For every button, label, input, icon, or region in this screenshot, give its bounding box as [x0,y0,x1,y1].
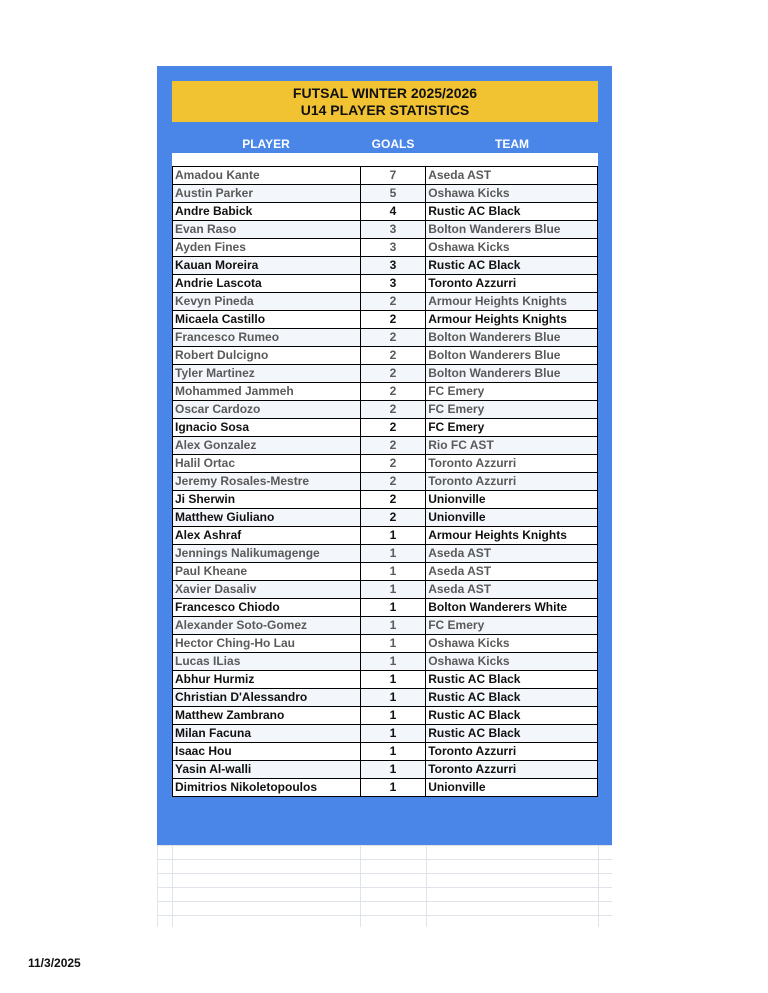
goals-cell: 2 [360,347,426,365]
player-cell: Paul Kheane [173,563,361,581]
team-cell: Unionville [426,779,598,797]
table-row [173,239,598,257]
player-cell: Amadou Kante [173,167,361,185]
team-cell: FC Emery [426,401,598,419]
goals-cell: 1 [360,581,426,599]
grid-line [360,845,361,927]
team-cell: Aseda AST [426,563,598,581]
player-cell: Alex Gonzalez [173,437,361,455]
goals-cell: 3 [360,275,426,293]
goals-cell: 1 [360,563,426,581]
team-cell: Oshawa Kicks [426,653,598,671]
table-row [173,653,598,671]
table-row [173,635,598,653]
goals-cell: 3 [360,257,426,275]
player-cell: Francesco Rumeo [173,329,361,347]
team-cell: Toronto Azzurri [426,743,598,761]
goals-cell: 2 [360,293,426,311]
table-row [173,221,598,239]
goals-cell: 1 [360,527,426,545]
table-row [173,617,598,635]
table-row [173,581,598,599]
goals-cell: 2 [360,401,426,419]
table-row [173,167,598,185]
table-row [173,527,598,545]
player-cell: Hector Ching-Ho Lau [173,635,361,653]
table-row [173,707,598,725]
player-cell: Christian D'Alessandro [173,689,361,707]
goals-cell: 1 [360,635,426,653]
table-row [173,257,598,275]
team-cell: Bolton Wanderers Blue [426,365,598,383]
team-cell: Aseda AST [426,581,598,599]
table-row [173,689,598,707]
team-cell: Rustic AC Black [426,671,598,689]
goals-cell: 1 [360,689,426,707]
team-cell: Aseda AST [426,167,598,185]
team-cell: Unionville [426,509,598,527]
team-cell: Toronto Azzurri [426,275,598,293]
table-row [173,563,598,581]
goals-cell: 3 [360,239,426,257]
player-cell: Austin Parker [173,185,361,203]
goals-cell: 1 [360,743,426,761]
team-cell: Toronto Azzurri [426,473,598,491]
goals-cell: 1 [360,779,426,797]
team-cell: Oshawa Kicks [426,635,598,653]
player-stats-table [172,166,598,797]
goals-cell: 2 [360,509,426,527]
goals-cell: 2 [360,455,426,473]
print-date: 11/3/2025 [28,956,81,970]
player-cell: Yasin Al-walli [173,761,361,779]
header-goals: GOALS [371,137,415,151]
player-cell: Kevyn Pineda [173,293,361,311]
header-player: PLAYER [242,137,290,151]
table-row [173,401,598,419]
table-body [173,167,598,797]
table-row [173,509,598,527]
player-cell: Tyler Martinez [173,365,361,383]
table-row [173,671,598,689]
table-row [173,725,598,743]
player-cell: Matthew Giuliano [173,509,361,527]
team-cell: Aseda AST [426,545,598,563]
table-row [173,293,598,311]
goals-cell: 1 [360,599,426,617]
player-cell: Andrie Lascota [173,275,361,293]
table-row [173,761,598,779]
goals-cell: 1 [360,545,426,563]
team-cell: Unionville [426,491,598,509]
team-cell: Toronto Azzurri [426,455,598,473]
goals-cell: 1 [360,707,426,725]
player-cell: Jeremy Rosales-Mestre [173,473,361,491]
player-cell: Kauan Moreira [173,257,361,275]
goals-cell: 1 [360,617,426,635]
goals-cell: 1 [360,761,426,779]
table-row [173,311,598,329]
team-cell: Rio FC AST [426,437,598,455]
title-line-2: U14 PLAYER STATISTICS [300,101,470,118]
goals-cell: 1 [360,725,426,743]
table-row [173,779,598,797]
table-row [173,203,598,221]
team-cell: Armour Heights Knights [426,293,598,311]
goals-cell: 2 [360,311,426,329]
team-cell: Armour Heights Knights [426,311,598,329]
grid-line [598,845,599,927]
goals-cell: 2 [360,419,426,437]
goals-cell: 2 [360,473,426,491]
team-cell: Rustic AC Black [426,257,598,275]
table-row [173,185,598,203]
player-cell: Andre Babick [173,203,361,221]
team-cell: Armour Heights Knights [426,527,598,545]
goals-cell: 2 [360,437,426,455]
team-cell: Bolton Wanderers Blue [426,221,598,239]
goals-cell: 2 [360,365,426,383]
player-cell: Abhur Hurmiz [173,671,361,689]
goals-cell: 1 [360,671,426,689]
player-cell: Ignacio Sosa [173,419,361,437]
goals-cell: 4 [360,203,426,221]
empty-grid [157,845,612,927]
table-row [173,599,598,617]
player-cell: Milan Facuna [173,725,361,743]
team-cell: FC Emery [426,383,598,401]
table-row [173,491,598,509]
goals-cell: 2 [360,383,426,401]
player-cell: Robert Dulcigno [173,347,361,365]
player-cell: Mohammed Jammeh [173,383,361,401]
player-cell: Alexander Soto-Gomez [173,617,361,635]
goals-cell: 2 [360,329,426,347]
table-row [173,419,598,437]
table-row [173,347,598,365]
team-cell: FC Emery [426,617,598,635]
team-cell: Oshawa Kicks [426,239,598,257]
player-cell: Matthew Zambrano [173,707,361,725]
table-row [173,455,598,473]
goals-cell: 5 [360,185,426,203]
team-cell: Bolton Wanderers Blue [426,347,598,365]
team-cell: Toronto Azzurri [426,761,598,779]
player-cell: Isaac Hou [173,743,361,761]
team-cell: Oshawa Kicks [426,185,598,203]
team-cell: FC Emery [426,419,598,437]
goals-cell: 7 [360,167,426,185]
header-team: TEAM [495,137,529,151]
team-cell: Bolton Wanderers White [426,599,598,617]
table-row [173,365,598,383]
player-cell: Alex Ashraf [173,527,361,545]
title-line-1: FUTSAL WINTER 2025/2026 [292,84,478,101]
table-row [173,275,598,293]
team-cell: Bolton Wanderers Blue [426,329,598,347]
grid-line [172,845,173,927]
table-row [173,383,598,401]
spacer-row [172,153,598,166]
player-cell: Francesco Chiodo [173,599,361,617]
player-cell: Ji Sherwin [173,491,361,509]
table-row [173,437,598,455]
player-cell: Micaela Castillo [173,311,361,329]
player-cell: Halil Ortac [173,455,361,473]
player-cell: Oscar Cardozo [173,401,361,419]
player-cell: Evan Raso [173,221,361,239]
player-cell: Ayden Fines [173,239,361,257]
table-row [173,473,598,491]
goals-cell: 2 [360,491,426,509]
table-row [173,743,598,761]
player-cell: Lucas ILias [173,653,361,671]
team-cell: Rustic AC Black [426,689,598,707]
team-cell: Rustic AC Black [426,725,598,743]
team-cell: Rustic AC Black [426,203,598,221]
table-row [173,545,598,563]
team-cell: Rustic AC Black [426,707,598,725]
player-cell: Dimitrios Nikoletopoulos [173,779,361,797]
title-banner [172,81,598,122]
player-cell: Jennings Nalikumagenge [173,545,361,563]
grid-line [426,845,427,927]
table-row [173,329,598,347]
player-cell: Xavier Dasaliv [173,581,361,599]
goals-cell: 1 [360,653,426,671]
goals-cell: 3 [360,221,426,239]
